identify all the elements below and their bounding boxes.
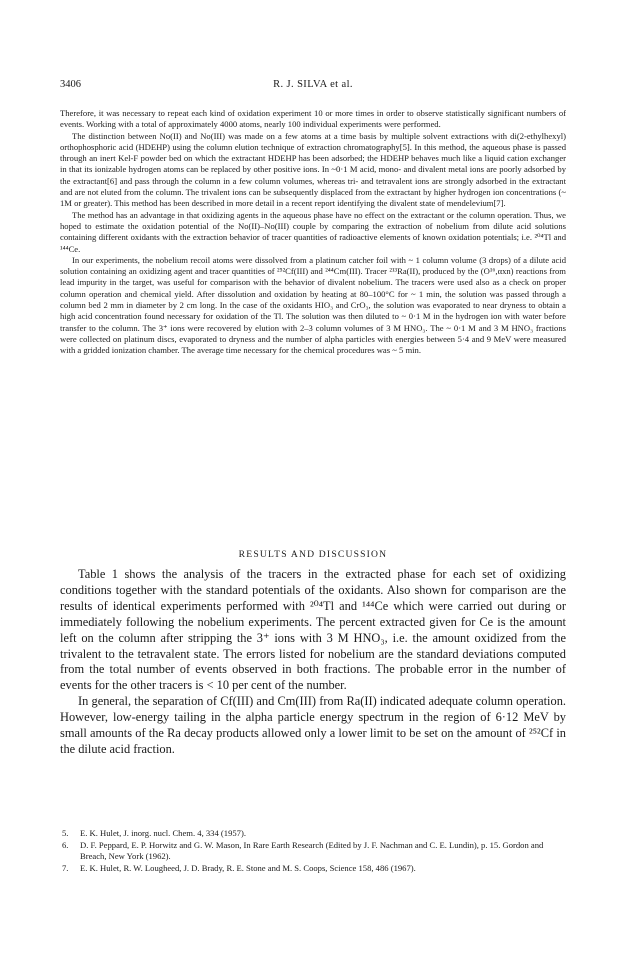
reference-number: 5. (62, 828, 69, 838)
body-paragraph: Table 1 shows the analysis of the tracers in the extracted phase for each set of oxidizing conditions together with the standard potentials of the oxidants. Also shown for comparison are the results of identical experiments performed with ²⁰⁴Tl and ¹⁴⁴Ce which were carried out during or immediately following the nobelium experiments. The percent extracted given for Ce is the amount left on the column after stripping the 3⁺ ions with 3 M HNO₃, i.e. the amount oxidized from the trivalent to the tetravalent state. The errors listed for nobelium are the standard deviations computed from the total number of events observed in both fractions. The probable error in the number of events for the other tracers is < 10 per cent of the number. (60, 567, 566, 693)
reference-number: 7. (62, 862, 69, 873)
reference-text: E. K. Hulet, R. W. Lougheed, J. D. Brady, R. E. Stone and M. S. Coops, Science 158, 486 (1967). (80, 862, 416, 873)
reference-number: 6. (62, 839, 69, 850)
body-paragraph: The method has an advantage in that oxidizing agents in the aqueous phase have no effect on the extractant or the column operation. Thus, we hoped to estimate the oxidation potential of the No(II)–No(III) couple by comparing the extraction of nobelium from dilute acid solutions containing different oxidants with the extraction behavior of tracer quantities of radioactive elements of known oxidation potentials; i.e. ²⁰⁴Tl and ¹⁴⁴Ce. (60, 209, 566, 254)
methods-section (60, 108, 566, 357)
reference-text: E. K. Hulet, J. inorg. nucl. Chem. 4, 334 (1957). (80, 828, 246, 838)
body-paragraph: The distinction between No(II) and No(III) was made on a few atoms at a time basis by multiple solvent extractions with di(2-ethylhexyl) orthophosphoric acid (HDEHP) using the column elution technique of extraction chromatography[5]. In this method, the aqueous phase is passed through an inert Kel-F powder bed on which the extractant HDEHP has been adsorbed; the HDEHP behaves much like a liquid cation exchanger in that its ionizable hydrogen atoms can be replaced by other positive ions. In ~0·1 M acid, mono- and divalent metal ions are poorly adsorbed by the extractant[6] and pass through the column in a few column volumes, whereas tri- and tetravalent ions are strongly adsorbed in the extractant and are not eluted from the column. The trivalent ions can be subsequently displaced from the extractant by higher hydrogen ion concentrations (~ 1M or greater). This method has been described in more detail in a recent report identifying the divalent state of mendelevium[7]. (60, 130, 566, 209)
results-section (60, 567, 566, 758)
running-head: R. J. SILVA et al. (273, 79, 353, 90)
page-header (60, 79, 566, 93)
reference-item (60, 840, 566, 863)
section-heading: RESULTS AND DISCUSSION (238, 549, 388, 560)
reference-item (60, 863, 566, 875)
references-list (60, 828, 566, 874)
body-paragraph: In general, the separation of Cf(III) and Cm(III) from Ra(II) indicated adequate column operation. However, low-energy tailing in the alpha particle energy spectrum in the region of 6·12 MeV by small amounts of the Ra decay products allowed only a lower limit to be set on the amount of ²⁵²Cf in the dilute acid fraction. (60, 694, 566, 756)
body-paragraph: Therefore, it was necessary to repeat each kind of oxidation experiment 10 or more times in order to observe statistically significant numbers of events. Working with a total of approximately 4000 atoms, nearly 100 individual experiments were performed. (60, 108, 566, 130)
reference-text: D. F. Peppard, E. P. Horwitz and G. W. Mason, In Rare Earth Research (Edited by J. F. Nachman and C. E. Lundin), p. 15. Gordon and Breach, New York (1962). (80, 839, 544, 862)
body-paragraph: In our experiments, the nobelium recoil atoms were dissolved from a platinum catcher foil with ~ 1 column volume (3 drops) of a dilute acid solution containing an oxidizing agent and tracer quantities of ²⁵²Cf(III) and ²⁴⁴Cm(III). Tracer ²¹³Ra(II), produced by the (O¹⁶,αxn) reactions from lead impurity in the target, was useful for comparison with the behavior of divalent nobelium. The tracers were used also as a check on proper column operation and chemical yield. After dissolution and oxidation by heating at 80–100°C for ~ 1 min, the solution was passed through a column bed 2 mm in diameter by 2 cm long. In the case of the oxidants HIO₃ and CrO₃, the solution was evaporated to near dryness to obtain a high acid concentration found necessary for oxidation of the Tl. The solution was then diluted to ~ 0·1 M in the hydrogen ion with water before transfer to the column. The 3⁺ ions were recovered by elution with 2–3 column volumes of 3 M HNO₃. The ~ 0·1 M and 3 M HNO₃ fractions were collected on platinum discs, evaporated to dryness and the number of alpha particles with energies between 5·4 and 9 MeV were measured with a gridded ionization chamber. The average time necessary for the chemical procedures was ~ 5 min. (60, 254, 566, 356)
page-number: 3406 (60, 79, 81, 90)
reference-item (60, 828, 566, 840)
